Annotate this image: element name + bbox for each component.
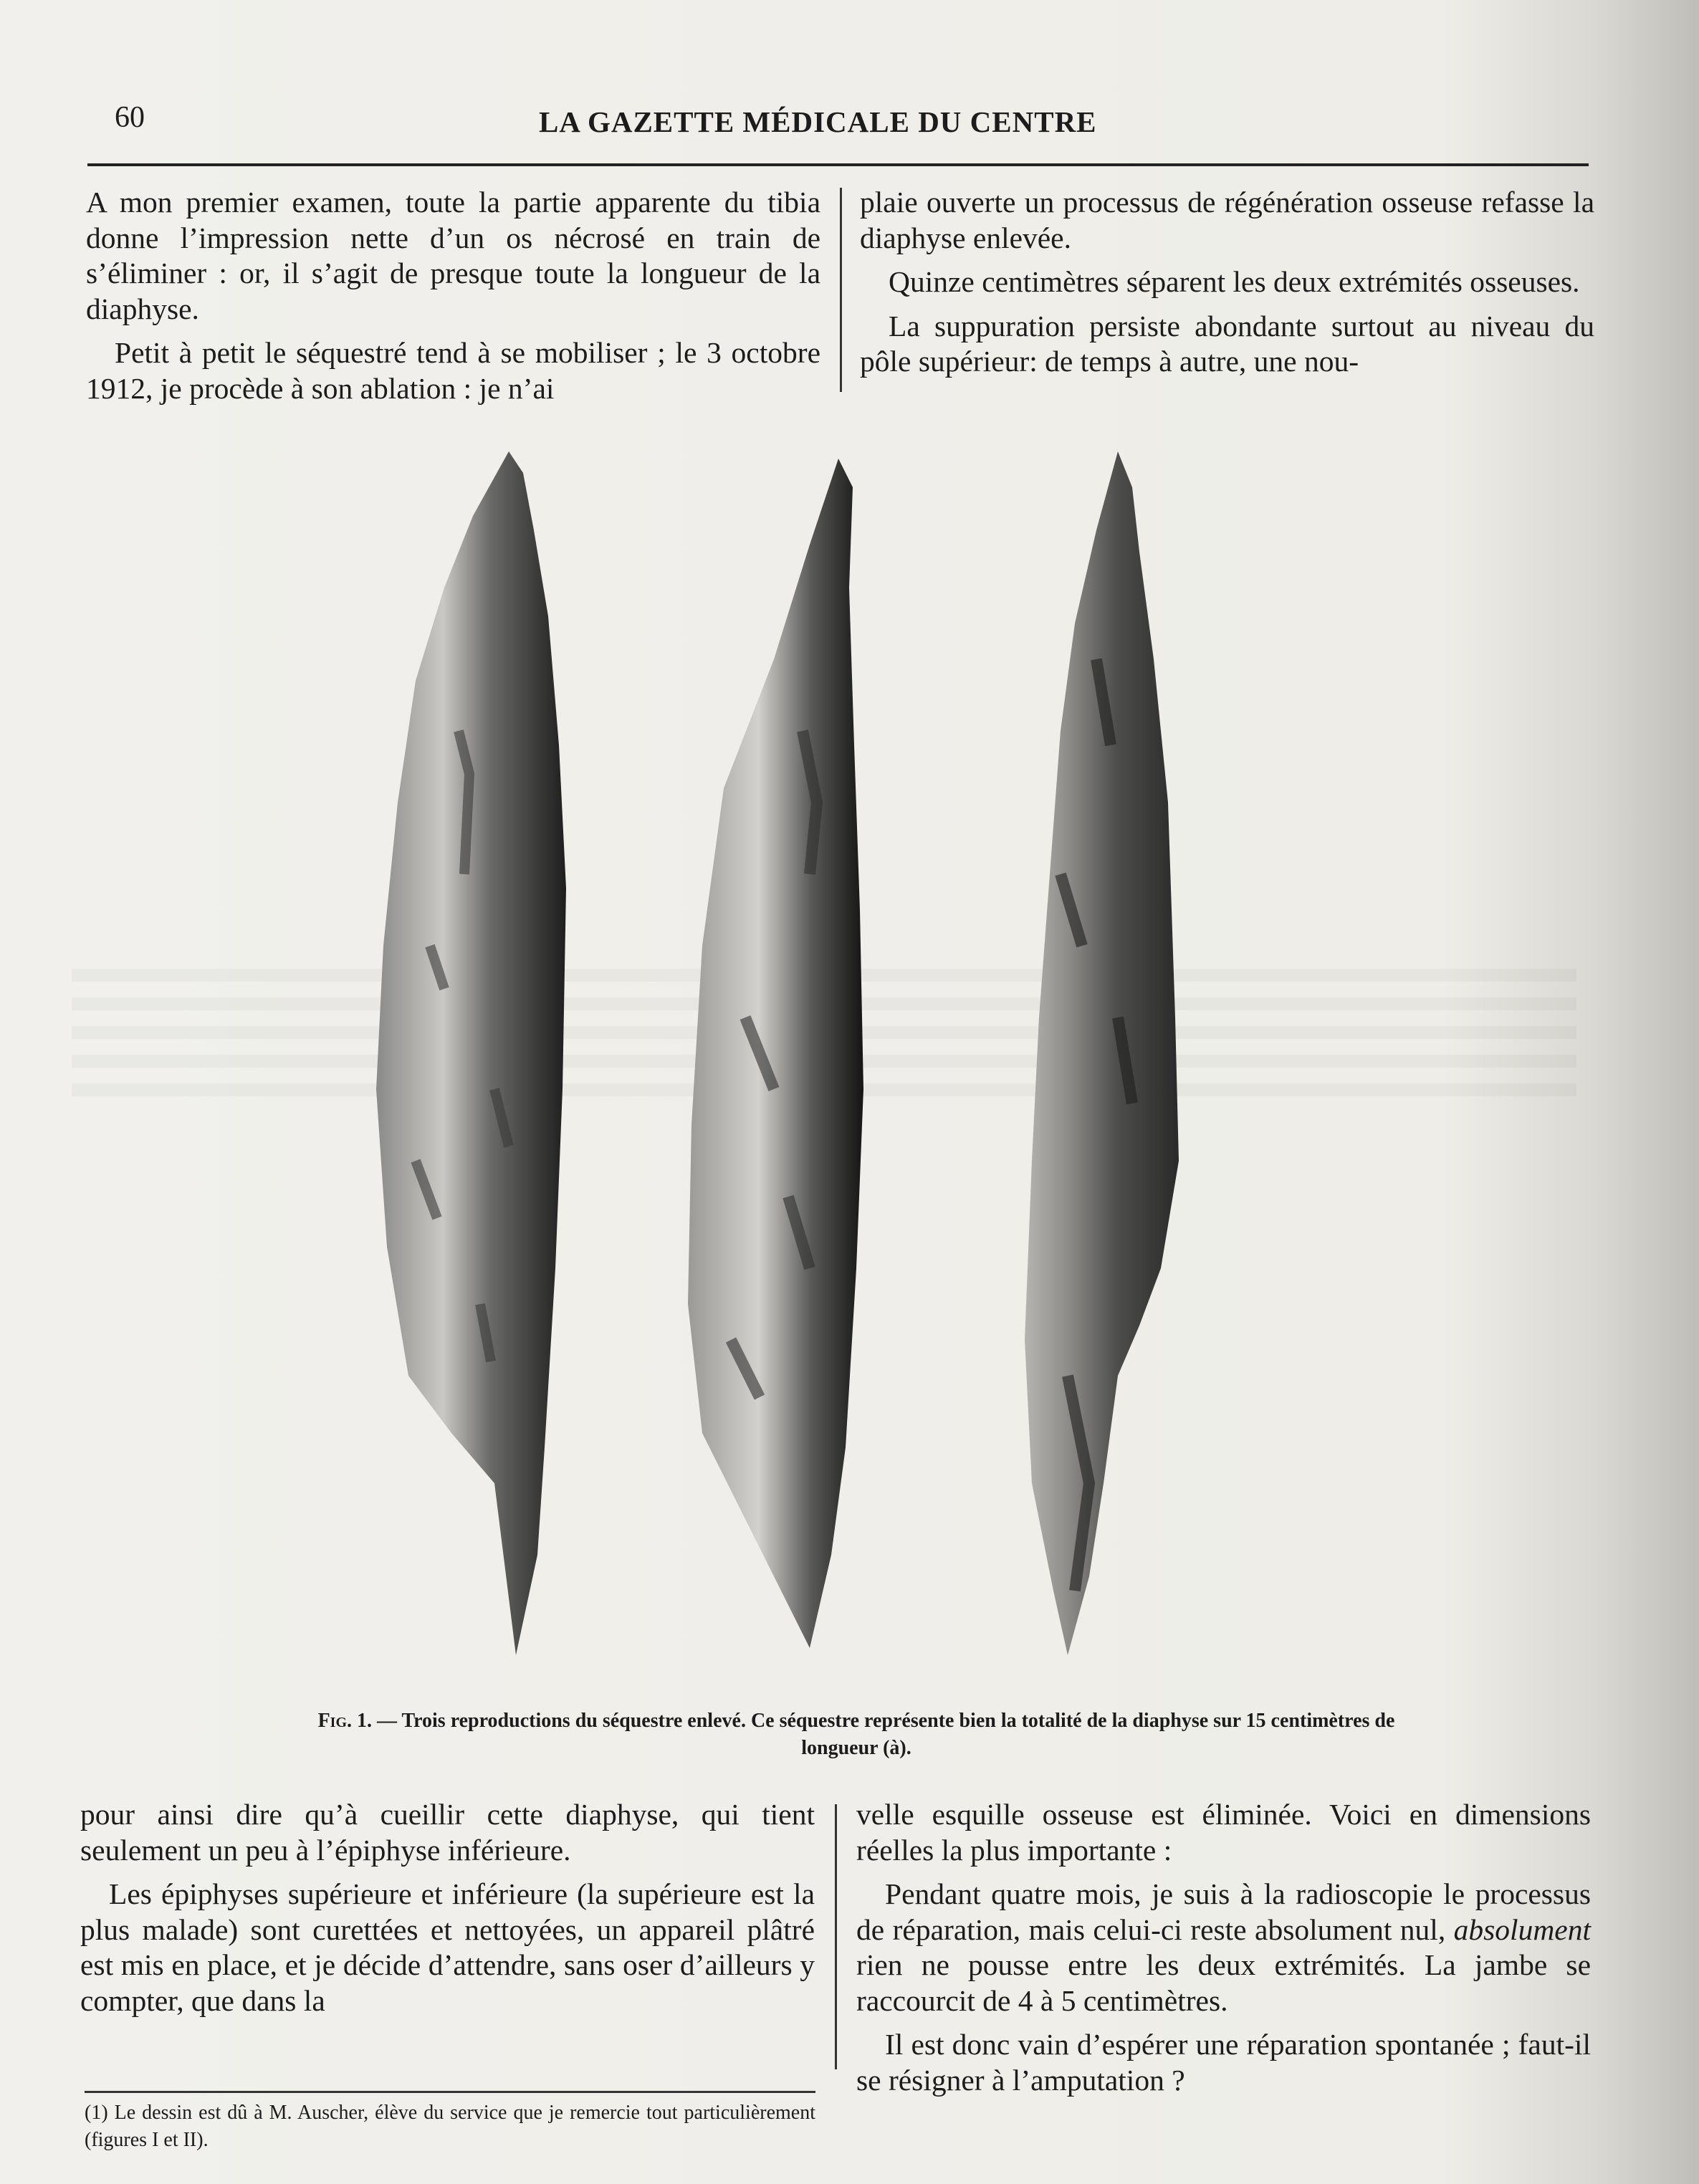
page-number: 60 <box>115 101 145 134</box>
paragraph: Quinze centimètres séparent les deux extrémités osseuses. <box>889 265 1580 298</box>
paragraph: pour ainsi dire qu’à cueillir cette diaphyse, qui tient seulement un peu à l’épiphyse inférieure. <box>80 1798 815 1867</box>
paragraph: A mon premier examen, toute la partie apparente du tibia donne l’impression nette d’un os nécrosé en train de s’éliminer : or, il s’agit de presque toute la longueur de la diaphyse. <box>86 186 820 325</box>
column-divider <box>835 1804 837 2069</box>
footnote-rule <box>85 2091 815 2093</box>
top-left-column <box>86 185 820 406</box>
bone-drawing-right <box>1025 451 1179 1655</box>
top-right-column <box>860 185 1594 380</box>
paragraph: Il est donc vain d’espérer une réparation spontanée ; faut-il se résigner à l’amputation ? <box>856 2028 1591 2097</box>
emphasis-text: absolument <box>1453 1912 1591 1946</box>
figure-label: Fig. 1. <box>317 1710 373 1732</box>
paragraph: Les épiphyses supérieure et inférieure (la supérieure est la plus malade) sont curettées et nettoyées, un appareil plâtré est mis en place, et je décide d’attendre, sans oser d’ailleurs y compter, que dans la <box>80 1877 815 2017</box>
bottom-left-column <box>80 1797 815 2018</box>
header-rule <box>87 163 1589 166</box>
footnote <box>85 2099 815 2154</box>
paragraph: La suppuration persiste abondante surtout au niveau du pôle supérieur: de temps à autre, une nou- <box>860 309 1594 378</box>
page-header <box>87 100 1589 158</box>
bone-drawing-middle <box>688 459 863 1648</box>
column-divider <box>840 188 842 392</box>
bottom-right-column <box>856 1797 1591 2098</box>
figure-caption <box>301 1708 1412 1762</box>
journal-title: LA GAZETTE MÉDICALE DU CENTRE <box>539 105 1097 138</box>
paragraph: plaie ouverte un processus de régénération osseuse refasse la diaphyse enlevée. <box>860 186 1594 254</box>
sequestrum-illustration <box>344 444 1311 1677</box>
paragraph: velle esquille osseuse est éliminée. Voici en dimensions réelles la plus importante : <box>856 1798 1591 1867</box>
paragraph <box>856 1877 1591 2018</box>
paragraph: Petit à petit le séquestré tend à se mobiliser ; le 3 octobre 1912, je procède à son ablation : je n’ai <box>86 336 820 405</box>
paragraph-text: Pendant quatre mois, je suis à la radioscopie le processus de réparation, mais celui-ci reste absolument nul, <box>856 1877 1591 1946</box>
paragraph-text: rien ne pousse entre les deux extrémités. La jambe se raccourcit de 4 à 5 centimètres. <box>856 1948 1591 2017</box>
bone-drawing-left <box>376 451 566 1655</box>
footnote-text: (1) Le dessin est dû à M. Auscher, élève du service que je remercie tout particulièrement (figures I et II). <box>85 2102 815 2151</box>
figure-caption-text: — Trois reproductions du séquestre enlevé. Ce séquestre représente bien la totalité de la diaphyse sur 15 centimètres de longueur (à). <box>372 1710 1395 1759</box>
